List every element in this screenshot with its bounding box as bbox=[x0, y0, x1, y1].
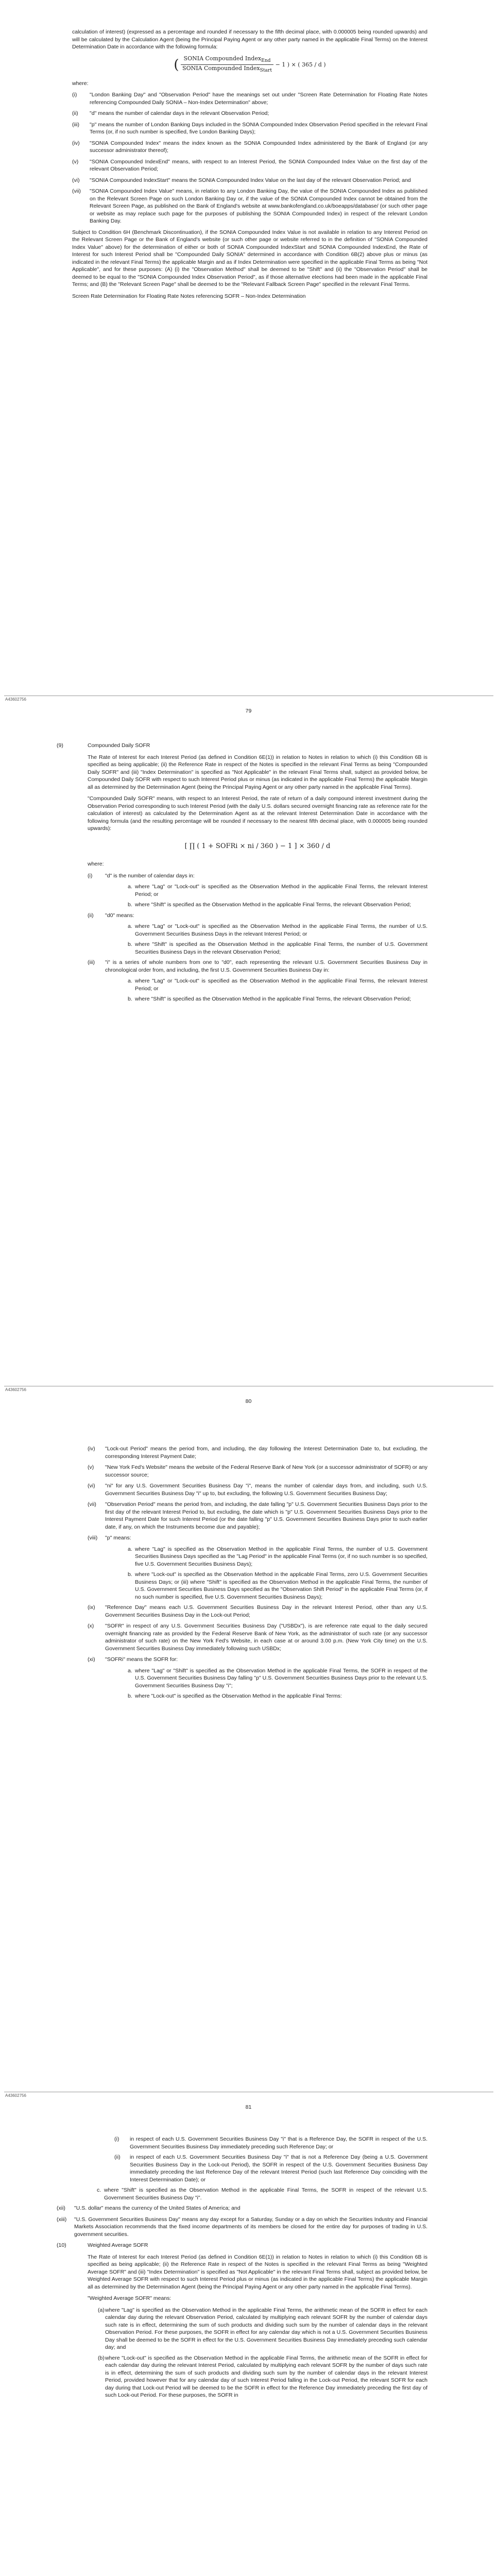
definition-item-label: (vii) bbox=[88, 1501, 96, 1507]
page-81-body bbox=[88, 1445, 427, 1703]
definitions-list bbox=[88, 1445, 427, 1700]
subsub-item bbox=[114, 2136, 427, 2150]
definition-item-text: "SONIA Compounded IndexStart" means the SONIA Compounded Index Value on the last day of the relevant Observation Period; and bbox=[90, 177, 411, 183]
paragraph: The Rate of Interest for each Interest Period (as defined in Condition 6E(1)) in relation to Notes in relation to which (i) this Condition 6B is specified as being applicable; (ii) the Reference Rate in respect of the Notes is specified in the relevant Final Terms as being "Weighted Average SOFR" and (iii) "Index Determination" is specified as "Not Applicable" in the relevant Final Terms shall, subject as provided below, be Weighted Average SOFR with respect to such Interest Period plus or minus (as indicated in the applicable Final Terms) the applicable Margin all as determined by the Determination Agent (being the Principal Paying Agent or any other party named in the applicable Final Terms). bbox=[88, 2253, 427, 2290]
continued-list bbox=[57, 2136, 427, 2238]
definition-item bbox=[72, 188, 427, 225]
paragraph: The Rate of Interest for each Interest Period (as defined in Condition 6E(1)) in relation to Notes in relation to which (i) this Condition 6B is specified as being applicable; (ii) the Reference Rate in respect of the Notes is specified in the relevant Final Terms as being "Compounded Daily SOFR" and (iii) "Index Determination" is specified as "Not Applicable" in the relevant Final Terms shall, subject as provided below, be Compounded Daily SOFR with respect to such Interest Period plus or minus (as indicated in the applicable Final Terms) the applicable Margin all as determined by the Determination Agent (being the Principal Paying Agent or any other party named in the applicable Final Terms). bbox=[88, 754, 427, 790]
sub-item-label: b. bbox=[128, 1571, 132, 1578]
sub-item-label: a. bbox=[128, 1546, 132, 1552]
doc-code: A43602756 bbox=[5, 697, 26, 702]
definition-item-text: "ni" for any U.S. Government Securities Business Day "i", means the number of calendar days from, and including, such U.S. Government Securities Business Day "i" up to, but excluding, the following U.S. Government Securities Business Day; bbox=[105, 1483, 427, 1497]
where-label: where: bbox=[72, 80, 89, 87]
subject-paragraph: Subject to Condition 6H (Benchmark Discontinuation), if the SONIA Compounded Index Value is not available in relation to any Interest Period on the Relevant Screen Page or the Bank of England's website (or such other page or website referred to in the definition of "SONIA Compounded Index Value" above) for the determination of either or both of SONIA Compounded IndexStart and SONIA Compounded IndexEnd, the Rate of Interest for such Interest Period shall be "Compounded Daily SONIA" determined in accordance with Condition 6B(2) above plus or minus (as indicated in the relevant Final Terms) the applicable Margin and as if Index Determination were specified in the applicable Final Terms as being "Not Applicable", and for these purposes: (A) (i) the "Observation Method" shall be deemed to be "Shift" and (ii) the "Observation Period" shall be deemed to be equal to the "SONIA Compounded Index Observation Period", as if those alternative elections had been made in the applicable Final Terms; and (B) the "Relevant Screen Page" shall be deemed to be the "Relevant Fallback Screen Page" specified in the relevant Final Terms. bbox=[72, 229, 427, 288]
definition-item-label: (v) bbox=[88, 1464, 94, 1470]
section-9-heading bbox=[57, 742, 427, 750]
formula-tail: − 1 ) × ( 365 / d ) bbox=[275, 61, 326, 68]
definition-item bbox=[72, 121, 427, 136]
section-title: Weighted Average SOFR bbox=[88, 2242, 148, 2248]
sub-item bbox=[128, 1667, 427, 1690]
definition-item bbox=[88, 1482, 427, 1497]
definition-item-label: (ii) bbox=[72, 110, 78, 117]
definition-item bbox=[72, 158, 427, 173]
definition-item-label: (vii) bbox=[72, 188, 81, 195]
sub-item-label: a. bbox=[128, 1667, 132, 1674]
sub-item-text: where "Lock-out" is specified as the Observation Method in the applicable Final Terms, zero U.S. Government Securities Business Days; or (iii) where "Shift" is specified as the Observation Method in the applicable Final Terms, the number of U.S. Government Securities Business Days specified as the "Observation Shift Period" in the applicable Final Terms (or, if no such number is specified, five U.S. Government Securities Business Days); bbox=[135, 1571, 427, 1600]
sofr-formula: [ ∏ ( 1 + SOFRi × ni / 360 ) − 1 ] × 360 / d bbox=[184, 842, 331, 850]
definition-item-text: "p" means: bbox=[105, 1535, 131, 1541]
sub-item bbox=[128, 995, 427, 1003]
sub-item bbox=[128, 977, 427, 992]
definition-item bbox=[88, 959, 427, 974]
definition-item bbox=[72, 110, 427, 117]
definition-item-text: "d" means the number of calendar days in the relevant Observation Period; bbox=[90, 110, 269, 117]
sub-item-text: where "Lag" or "Lock-out" is specified as the Observation Method in the applicable Final Terms, the number of U.S. Government Securities Business Days in the relevant Interest Period; or bbox=[135, 923, 427, 937]
sonia-index-formula: ( $\frac{SONIA Compounded Index_{End}}{SONIA Compounded Index_{Start}}$ − 1 ) × ( 365 / d ) bbox=[174, 55, 326, 74]
sub-item-text: where "Shift" is specified as the Observation Method in the applicable Final Terms, the relevant Observation Period; bbox=[135, 996, 412, 1002]
definition-item-label: (x) bbox=[88, 1623, 94, 1629]
sub-item-label: c. bbox=[97, 2187, 101, 2193]
definition-item bbox=[57, 2205, 427, 2212]
definition-item-text: "U.S. dollar" means the currency of the United States of America; and bbox=[74, 2205, 241, 2211]
definition-item-label: (xi) bbox=[88, 1656, 95, 1663]
sub-item-text: where "Lag" or "Lock-out" is specified as the Observation Method in the applicable Final Terms, the relevant Interest Period; or bbox=[135, 978, 427, 992]
sub-item-label: b. bbox=[128, 996, 132, 1002]
definition-item-label: (v) bbox=[72, 158, 79, 165]
definition-item-text: "SONIA Compounded Index Value" means, in relation to any London Banking Day, the value of the SONIA Compounded Index as published on the Relevant Screen Page on such London Banking Day or, if the value of the SONIA Compounded Index cannot be obtained from the Relevant Screen Page, as published on the Bank of England's website at www.bankofengland.co.uk/boeapps/database/ (or such other page or website as may replace such page for the purposes of publishing the SONIA Compounded Index) in respect of the relevant London Banking Day. bbox=[90, 188, 427, 225]
subsub-item bbox=[114, 2154, 427, 2183]
definition-item bbox=[88, 912, 427, 920]
definition-item bbox=[88, 1464, 427, 1479]
sub-item-text: where "Lag" or "Shift" is specified as the Observation Method in the applicable Final Terms, the SOFR in respect of the U.S. Government Securities Business Day falling "p" U.S. Government Securities Business Days prior to the relevant U.S. Government Securities Business Day "i"; bbox=[135, 1667, 427, 1689]
page-79-body bbox=[72, 28, 427, 304]
formula-numerator: SONIA Compounded Index bbox=[183, 55, 262, 62]
definition-item-text: "d" is the number of calendar days in: bbox=[105, 872, 195, 879]
definition-item-label: (vi) bbox=[72, 177, 80, 183]
sub-item-text: where "Lock-out" is specified as the Observation Method in the applicable Final Terms, the arithmetic mean of the SOFR in effect for each calendar day during the relevant Interest Period, calculated by multiplying each relevant SOFR by the number of days such rate is in effect, determining the sum of such products and dividing such sum by the number of calendar days in the relevant Interest Period, provided however that for any calendar day of such Interest Period falling in the Lock-out Period, the relevant SOFR for each day during that Lock-out Period will be deemed to be the SOFR in effect for the Reference Day immediately preceding the first day of such Lock-out Period. For these purposes, the SOFR in bbox=[105, 2354, 427, 2398]
sub-item-label: a. bbox=[128, 978, 132, 984]
sub-item bbox=[128, 941, 427, 956]
sub-item-text: where "Shift" is specified as the Observation Method in the applicable Final Terms, the number of U.S. Government Securities Business Days in the relevant Observation Period; bbox=[135, 941, 427, 955]
definition-item bbox=[88, 1604, 427, 1619]
sub-item-text: where "Lag" or "Lock-out" is specified as the Observation Method in the applicable Final Terms, the relevant Interest Period; or bbox=[135, 884, 427, 897]
definition-item-label: (vi) bbox=[88, 1483, 95, 1489]
definition-item-label: (ii) bbox=[88, 912, 94, 919]
section-heading: Screen Rate Determination for Floating Rate Notes referencing SOFR – Non-Index Determination bbox=[72, 293, 306, 299]
sub-item bbox=[98, 2307, 427, 2351]
sub-item-label: (b) bbox=[98, 2354, 105, 2361]
doc-code: A43602756 bbox=[5, 1387, 26, 1392]
sub-item-label: b. bbox=[128, 902, 132, 908]
doc-code: A43602756 bbox=[5, 2093, 26, 2098]
definition-item bbox=[88, 1501, 427, 1531]
definition-item-label: (iii) bbox=[88, 959, 95, 965]
definition-item-label: (iv) bbox=[72, 140, 80, 146]
sub-item-text: where "Shift" is specified as the Observation Method in the applicable Final Terms, the relevant Observation Period; bbox=[135, 902, 412, 908]
sub-item-label: a. bbox=[128, 923, 132, 929]
definition-item-text: "SOFRi" means the SOFR for: bbox=[105, 1656, 178, 1663]
definition-item-text: "Lock-out Period" means the period from, and including, the day following the Interest Determination Date to, but excluding, the corresponding Interest Payment Date; bbox=[105, 1446, 427, 1460]
section-label: (10) bbox=[57, 2242, 66, 2248]
sub-item-label: (a) bbox=[98, 2307, 105, 2313]
definition-item bbox=[72, 91, 427, 106]
sub-item-text: where "Lock-out" is specified as the Observation Method in the applicable Final Terms: bbox=[135, 1693, 342, 1699]
paragraph: "Compounded Daily SOFR" means, with respect to an Interest Period, the rate of return of a daily compound interest investment during the Observation Period corresponding to such Interest Period (with the daily U.S. dollars secured overnight financing rate as reference rate for the calculation of interest) as calculated by the Determination Agent as at the relevant Interest Determination Date in accordance with the following formula (and the resulting percentage will be rounded if necessary to the nearest fifth decimal place, with 0.000005 being rounded upwards): bbox=[88, 795, 427, 832]
definition-item bbox=[88, 1445, 427, 1460]
section-10-body bbox=[88, 2253, 427, 2399]
definition-item bbox=[88, 1534, 427, 1542]
subsub-item-label: (ii) bbox=[114, 2154, 121, 2160]
weighted-list bbox=[88, 2307, 427, 2399]
definition-item-text: "SONIA Compounded IndexEnd" means, with respect to an Interest Period, the SONIA Compounded Index Value on the first day of the relevant Observation Period; bbox=[90, 158, 427, 173]
definition-item-text: "Observation Period" means the period from, and including, the date falling "p" U.S. Government Securities Business Days prior to the first day of the relevant Interest Period to, but excluding, the date which is "p" U.S. Government Securities Business Days prior to the Interest Payment Date for such Interest Period (or the date falling "p" U.S. Government Securities Business Days prior to such earlier date, if any, on which the Instruments become due and payable); bbox=[105, 1501, 427, 1530]
definition-item-label: (i) bbox=[72, 92, 77, 98]
sub-item bbox=[128, 1571, 427, 1601]
section-title: Compounded Daily SOFR bbox=[88, 742, 150, 749]
sub-item bbox=[128, 901, 427, 909]
definition-item-label: (iv) bbox=[88, 1446, 95, 1452]
definition-item bbox=[88, 1656, 427, 1664]
definition-item-label: (ix) bbox=[88, 1604, 95, 1611]
definition-item-label: (viii) bbox=[88, 1535, 98, 1541]
subsub-item-label: (i) bbox=[114, 2136, 119, 2142]
formula-denominator-sub: Start bbox=[260, 67, 272, 74]
definition-item bbox=[88, 872, 427, 880]
page-number: 81 bbox=[245, 2104, 252, 2110]
section-10-heading bbox=[57, 2242, 427, 2249]
sub-item-text: where "Shift" is specified as the Observation Method in the applicable Final Terms, the SOFR in respect of the relevant U.S. Government Securities Business Day "i". bbox=[104, 2187, 427, 2201]
where-label: where: bbox=[88, 861, 104, 867]
definition-item-text: "Reference Day" means each U.S. Government Securities Business Day in the relevant Interest Period, other than any U.S. Government Securities Business Day in the Lock-out Period; bbox=[105, 1604, 427, 1618]
subsub-item-text: in respect of each U.S. Government Securities Business Day "i" that is a Reference Day, the SOFR in respect of the U.S. Government Securities Business Day immediately preceding such Reference Day; or bbox=[130, 2136, 427, 2150]
definition-item bbox=[88, 1622, 427, 1652]
section-label: (9) bbox=[57, 742, 63, 749]
definition-item bbox=[72, 140, 427, 155]
sub-item-label: a. bbox=[128, 884, 132, 890]
definition-item bbox=[57, 2216, 427, 2239]
sub-item-text: where "Lag" is specified as the Observation Method in the applicable Final Terms, the arithmetic mean of the SOFR in effect for each calendar day during the relevant Observation Period, calculated by multiplying each relevant SOFR by the number of calendar days such rate is in effect, determining the sum of such products and dividing such sum by the number of calendar days in the relevant Observation Period. For these purposes, the SOFR in effect for any calendar day which is not a U.S. Government Securities Business Day shall be deemed to be the SOFR in effect for the U.S. Government Securities Business Day immediately preceding such calendar day; and bbox=[105, 2307, 427, 2350]
formula-numerator-sub: End bbox=[261, 57, 271, 63]
definition-item-text: "SOFR" in respect of any U.S. Government Securities Business Day ("USBDx"), is are reference rate equal to the daily secured overnight financing rate as provided by the Federal Reserve Bank of New York, as the administrator of such rate (or any successor administrator of such rate) on the New York Fed's Website, in each case at or around 3.00 p.m. (New York City time) on the U.S. Government Securities Business Day immediately following such USBDx; bbox=[105, 1623, 427, 1652]
definition-item-text: "d0" means: bbox=[105, 912, 134, 919]
definitions-list bbox=[72, 91, 427, 225]
formula-denominator: SONIA Compounded Index bbox=[182, 65, 260, 72]
sub-item bbox=[98, 2354, 427, 2399]
paragraph: "Weighted Average SOFR" means: bbox=[88, 2295, 172, 2301]
subsub-item-text: in respect of each U.S. Government Securities Business Day "i" that is not a Reference Day (being a U.S. Government Securities Business Day in the Lock-out Period), the SOFR in respect of the U.S. Government Securities Business Day immediately preceding the last Reference Day of the relevant Interest Period (such last Reference Day coinciding with the Interest Determination Date); or bbox=[130, 2154, 427, 2183]
definition-item-label: (iii) bbox=[72, 121, 79, 128]
sub-item bbox=[128, 883, 427, 898]
sub-item bbox=[128, 1692, 427, 1700]
definition-item-text: "New York Fed's Website" means the website of the Federal Reserve Bank of New York (or a successor administrator of SOFR) or any successor source; bbox=[105, 1464, 427, 1478]
definition-item-text: "SONIA Compounded Index" means the index known as the SONIA Compounded Index administered by the Bank of England (or any successor administrator thereof); bbox=[90, 140, 427, 154]
sub-item bbox=[128, 923, 427, 938]
sub-item bbox=[97, 2187, 427, 2201]
definitions-list bbox=[88, 872, 427, 1003]
sub-item-text: where "Lag" is specified as the Observation Method in the applicable Final Terms, the number of U.S. Government Securities Business Days specified as the "Lag Period" in the applicable Final Terms (or, if no such number is so specified, five U.S. Government Securities Business Days); bbox=[135, 1546, 427, 1567]
sub-item-label: b. bbox=[128, 941, 132, 947]
definition-item-text: "i" is a series of whole numbers from one to "d0", each representing the relevant U.S. Government Securities Business Day in chronological order from, and including, the first U.S. Government Securities Business Day in: bbox=[105, 959, 427, 973]
section-9-body bbox=[88, 754, 427, 1003]
sub-item bbox=[128, 1546, 427, 1568]
intro-paragraph: calculation of interest) (expressed as a percentage and rounded if necessary to the fifth decimal place, with 0.000005 being rounded upwards) and will be calculated by the Calculation Agent (being the Principal Paying Agent or any other party named in the applicable Final Terms) on the Interest Determination Date in accordance with the following formula: bbox=[72, 29, 427, 50]
definition-item-label: (xiii) bbox=[57, 2216, 67, 2223]
page-number: 80 bbox=[245, 1398, 252, 1404]
page-80-body bbox=[57, 742, 427, 1006]
page-82-body bbox=[57, 2136, 427, 2402]
definition-item bbox=[72, 177, 427, 184]
definition-item-text: "U.S. Government Securities Business Day" means any day except for a Saturday, Sunday or a day on which the Securities Industry and Financial Markets Association recommends that the fixed income departments of its members be closed for the entire day for purposes of trading in U.S. government securities. bbox=[74, 2216, 427, 2238]
sub-item-label: b. bbox=[128, 1693, 132, 1699]
definition-item-text: "London Banking Day" and "Observation Period" have the meanings set out under "Screen Rate Determination for Floating Rate Notes referencing Compounded Daily SONIA – Non-Index Determination" above; bbox=[90, 92, 427, 106]
definition-item-label: (i) bbox=[88, 872, 93, 879]
definition-item-text: "p" means the number of London Banking Days included in the SONIA Compounded Index Observation Period specified in the relevant Final Terms (or, if no such number is specified, five London Banking Days); bbox=[90, 121, 427, 135]
definition-item-label: (xii) bbox=[57, 2205, 65, 2211]
page-number: 79 bbox=[245, 708, 252, 714]
